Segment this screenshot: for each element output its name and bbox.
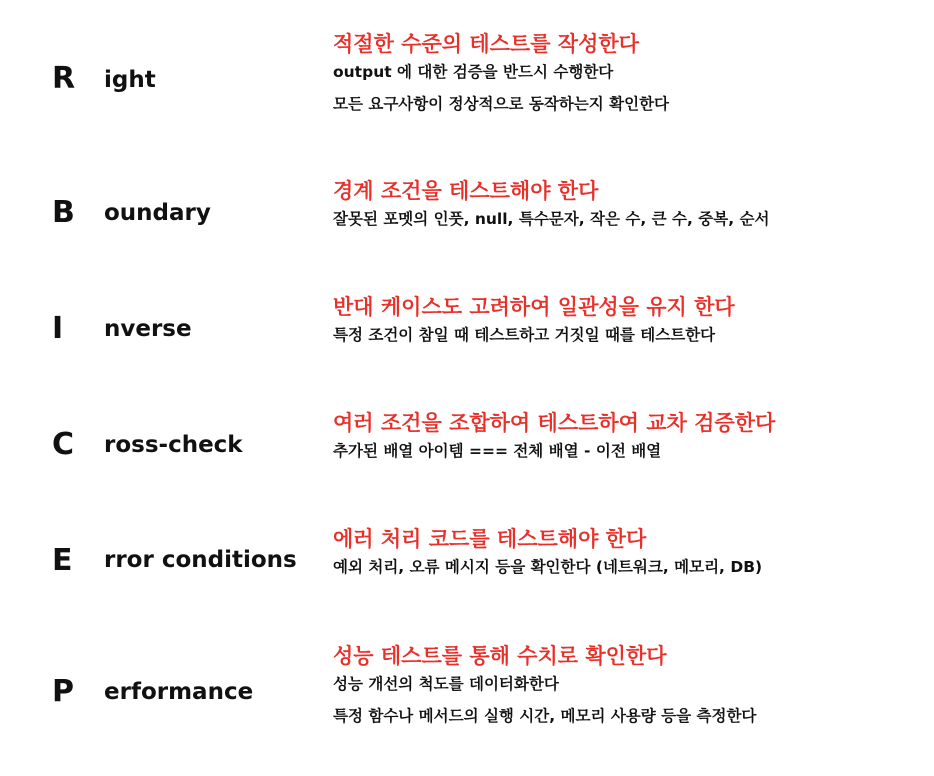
principle-headline: 에러 처리 코드를 테스트해야 한다 xyxy=(333,527,647,551)
principle-headline: 여러 조건을 조합하여 테스트하여 교차 검증한다 xyxy=(333,411,776,435)
principle-detail: 잘못된 포멧의 인풋, null, 특수문자, 작은 수, 큰 수, 중복, 순서 xyxy=(333,210,770,228)
principle-description xyxy=(333,642,923,738)
principle-detail: 예외 처리, 오류 메시지 등을 확인한다 (네트워크, 메모리, DB) xyxy=(333,558,763,576)
initial-letter: P xyxy=(52,674,74,709)
principle-detail: output 에 대한 검증을 반드시 수행한다 xyxy=(333,63,614,81)
initial-letter: C xyxy=(52,427,75,462)
initial-letter: I xyxy=(52,311,64,346)
principle-word-rest: ross-check xyxy=(104,432,243,458)
principle-headline: 반대 케이스도 고려하여 일관성을 유지 한다 xyxy=(333,295,735,319)
principle-description xyxy=(333,293,923,357)
principle-description xyxy=(333,525,923,589)
principle-detail: 추가된 배열 아이템 === 전체 배열 - 이전 배열 xyxy=(333,442,662,460)
principle-word-rest: erformance xyxy=(104,679,254,705)
principle-headline: 적절한 수준의 테스트를 작성한다 xyxy=(333,32,639,56)
principle-headline: 성능 테스트를 통해 수치로 확인한다 xyxy=(333,644,667,668)
principle-description xyxy=(333,30,923,126)
principle-detail: 모든 요구사항이 정상적으로 동작하는지 확인한다 xyxy=(333,95,670,113)
initial-letter: R xyxy=(52,61,76,96)
principle-detail: 특정 함수나 메서드의 실행 시간, 메모리 사용량 등을 측정한다 xyxy=(333,707,757,725)
principle-word-rest: nverse xyxy=(104,316,192,342)
principle-headline: 경계 조건을 테스트해야 한다 xyxy=(333,179,599,203)
principle-description xyxy=(333,409,923,473)
principle-word-rest: rror conditions xyxy=(104,547,297,573)
initial-letter: E xyxy=(52,543,73,578)
principle-detail: 성능 개선의 척도를 데이터화한다 xyxy=(333,675,559,693)
principle-description xyxy=(333,177,923,241)
principle-detail: 특정 조건이 참일 때 테스트하고 거짓일 때를 테스트한다 xyxy=(333,326,716,344)
principle-word-rest: oundary xyxy=(104,200,211,226)
principle-word-rest: ight xyxy=(104,67,156,93)
initial-letter: B xyxy=(52,195,75,230)
